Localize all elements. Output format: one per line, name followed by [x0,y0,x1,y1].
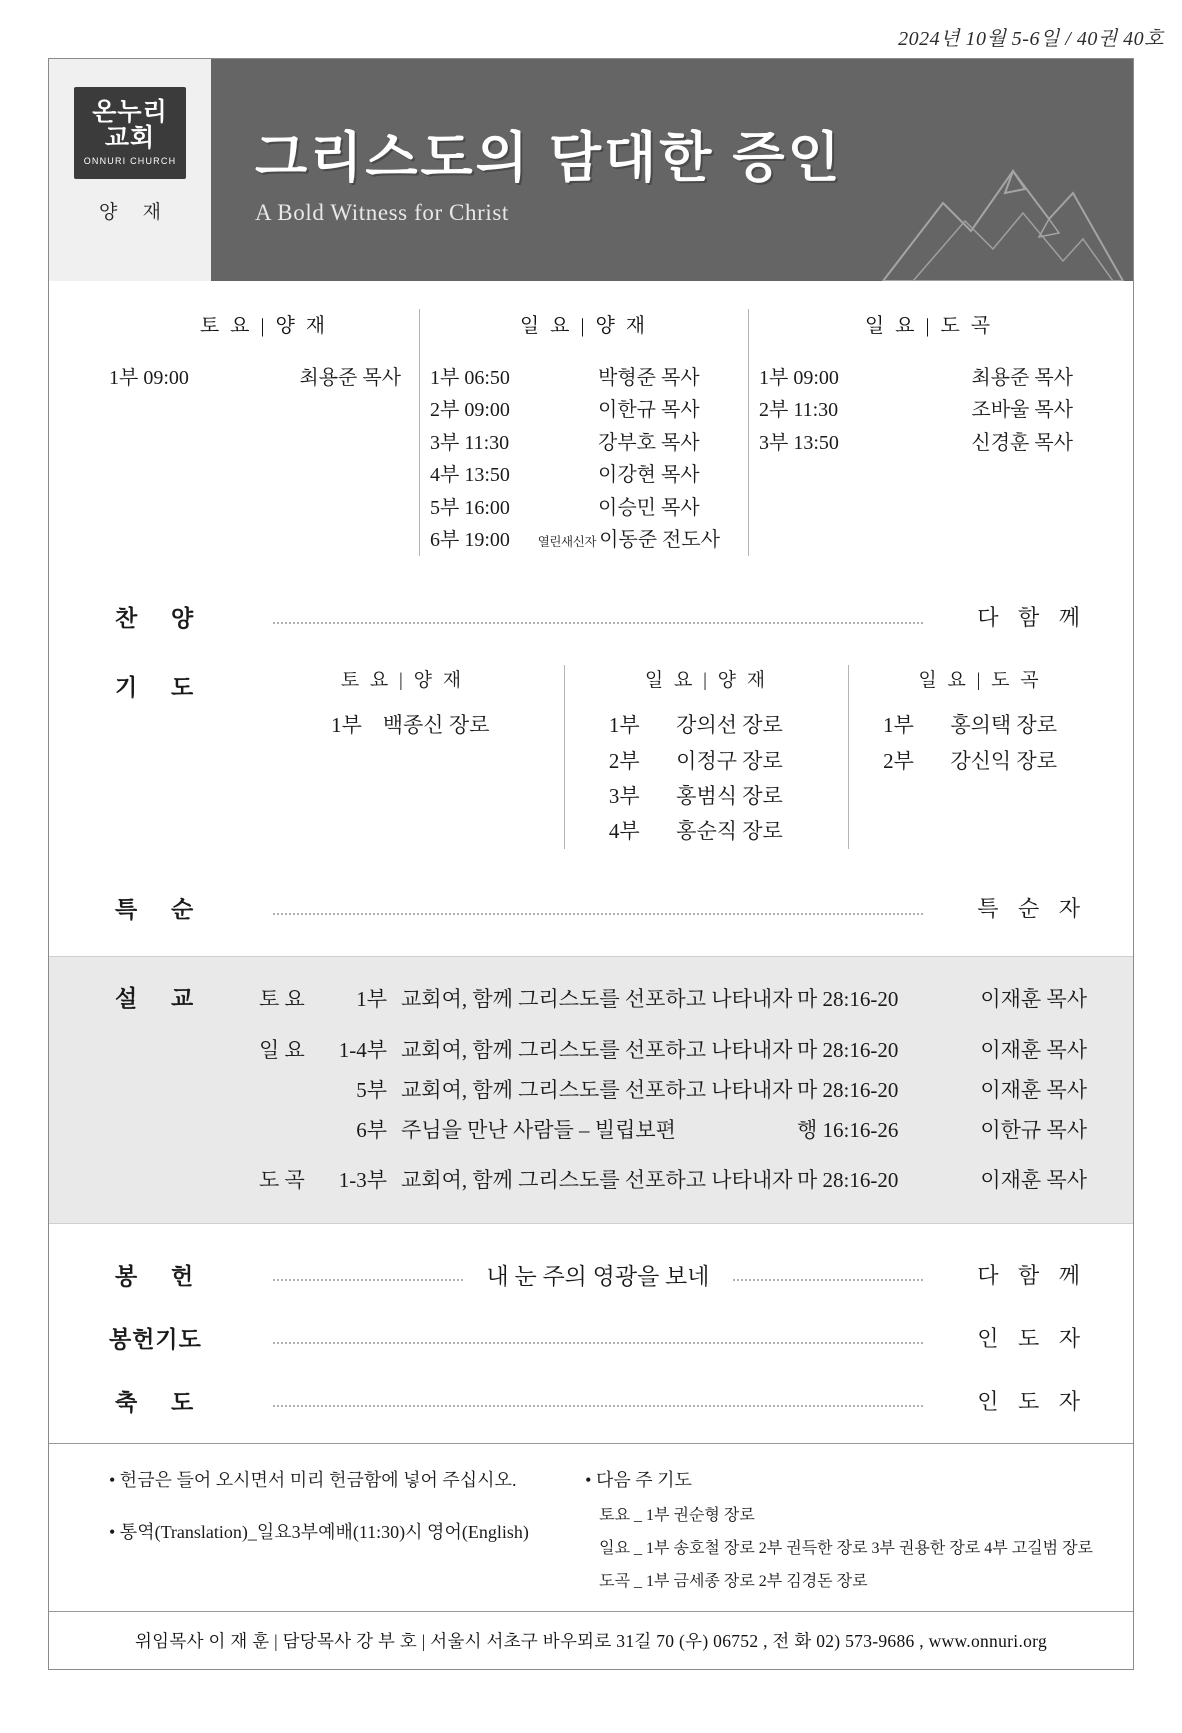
sermon-verse: 마 28:16-20 [797,987,899,1012]
title-band [211,59,1133,281]
service-part: 6부 19:00 [430,528,510,551]
dotted-leader [273,1393,923,1407]
prayer-part: 2부 [883,748,914,773]
sermon-part: 1부 [356,987,387,1012]
service-column-head: 일 요 | 양 재 [519,315,649,337]
praise-role: 다 함 께 [977,605,1087,631]
service-part: 3부 11:30 [430,431,510,454]
service-column-head: 일 요 | 도 곡 [864,315,994,337]
service-part: 1부 09:00 [759,367,839,389]
prayer-column-sunday-dogok [849,665,1087,849]
note-item: • 헌금은 들어 오시면서 미리 헌금함에 넣어 주십시오. [109,1469,517,1490]
prayer-part: 1부 [608,713,640,738]
service-preacher-wrapper [535,524,738,556]
service-column-head: 토 요 | 양 재 [199,315,329,337]
service-part: 3부 13:50 [759,431,839,454]
offering-prayer-role: 인 도 자 [977,1325,1087,1351]
offering-hymn: 내 눈 주의 영광을 보네 [486,1263,710,1289]
church-logo-icon [74,87,186,179]
bulletin-title-korean: 그리스도의 담대한 증인 [255,127,843,188]
service-part: 2부 09:00 [430,399,510,422]
notes-right-column [575,1466,1093,1601]
prayer-row [575,744,838,779]
service-part: 2부 11:30 [759,399,839,422]
prayer-part: 3부 [608,783,640,808]
service-part: 4부 13:50 [430,464,510,487]
prayer-part: 1부 [883,713,914,738]
sermon-row [109,1071,1087,1111]
prayer-column-head: 토 요 | 양 재 [340,670,465,692]
service-row [430,492,738,524]
sermon-day: 일 요 [259,1038,305,1063]
sermon-verse: 마 28:16-20 [797,1167,899,1192]
next-week-prayer-head: • 다음 주 기도 [585,1469,692,1490]
offering-row [49,1258,1133,1291]
praise-row [49,600,1133,633]
service-preacher: 이강현 목사 [598,464,700,487]
benediction-row [49,1384,1133,1417]
special-music-role: 특 순 자 [977,896,1087,922]
dotted-leader [273,610,923,624]
spacer [109,1151,1087,1161]
service-times-block [49,281,1133,566]
next-week-prayer-item: 토요 _ 1부 권순형 장로 [599,1506,755,1524]
sermon-row [109,1031,1087,1071]
prayer-row [873,744,1087,779]
service-preacher: 강부호 목사 [598,431,700,454]
sermon-verse: 마 28:16-20 [797,1038,899,1063]
logo-text-english: ONNURI CHURCH [83,156,177,166]
prayer-column-saturday [251,665,564,849]
sermon-title: 교회여, 함께 그리스도를 선포하고 나타내자 [401,1038,793,1063]
sermon-preacher: 이한규 목사 [980,1117,1087,1142]
sermon-row [109,977,1087,1021]
service-preacher: 이승민 목사 [598,496,700,519]
sermon-part: 5부 [356,1077,387,1102]
dotted-leader [273,1267,463,1281]
offering-label: 봉 헌 [115,1263,208,1289]
sermon-verse: 행 16:16-26 [797,1117,899,1142]
prayer-person: 강신익 장로 [950,748,1057,773]
prayer-person: 홍범식 장로 [676,783,783,808]
next-week-prayer-item: 일요 _ 1부 송호철 장로 2부 권득한 장로 3부 권용한 장로 4부 고길범 장로 [599,1539,1093,1557]
dotted-leader [733,1267,923,1281]
sermon-title: 교회여, 함께 그리스도를 선포하고 나타내자 [401,987,793,1012]
prayer-part: 4부 [608,819,640,844]
service-preacher: 최용준 목사 [299,367,401,389]
prayer-row [575,779,838,814]
offering-prayer-label: 봉헌기도 [109,1326,202,1352]
bulletin-body [49,281,1133,1653]
service-row [109,362,419,394]
sermon-day: 토 요 [259,987,305,1012]
service-row [430,427,738,459]
dotted-leader [273,1330,923,1344]
prayer-row [251,708,554,743]
praise-label: 찬 양 [115,606,208,632]
service-row [759,394,1099,426]
notes-left-column [109,1466,575,1601]
service-preacher: 박형준 목사 [598,367,700,389]
service-column-sunday-dogok [749,309,1109,556]
service-row [430,524,738,556]
prayer-person: 홍순직 장로 [676,819,783,844]
prayer-column-head: 일 요 | 양 재 [644,670,769,692]
sermon-verse: 마 28:16-20 [797,1077,899,1102]
service-part: 1부 09:00 [109,367,189,389]
sermon-part: 1-4부 [338,1038,387,1063]
benediction-label: 축 도 [115,1389,208,1415]
special-music-row [49,891,1133,924]
prayer-block [49,659,1133,855]
service-column-saturday [49,309,419,556]
footer-contact: 위임목사 이 재 훈 | 담당목사 강 부 호 | 서울시 서초구 바우뫼로 31길 70 (우) 06752 , 전 화 02) 573-9686 , www.onnuri.org [49,1611,1133,1653]
sermon-block [49,956,1133,1223]
service-part: 5부 16:00 [430,496,510,519]
service-row [430,362,738,394]
prayer-part: 1부 [331,713,362,738]
prayer-person: 백종신 장로 [382,713,490,738]
sermon-title: 주님을 만난 사람들 – 빌립보편 [401,1117,676,1142]
logo-text-line2: 교회 [104,124,156,152]
service-preacher: 신경훈 목사 [971,431,1073,454]
prayer-person: 홍의택 장로 [950,713,1057,738]
service-preacher: 조바울 목사 [971,399,1073,422]
prayer-label: 기 도 [115,675,208,701]
notes-block [49,1443,1133,1611]
service-tag: 열린새신자 [537,534,597,549]
offering-role: 다 함 께 [977,1262,1087,1288]
service-row [759,427,1099,459]
sermon-preacher: 이재훈 목사 [980,1077,1087,1102]
prayer-column-sunday-yangjae [564,665,849,849]
spacer [109,1021,1087,1031]
prayer-person: 이정구 장로 [676,748,783,773]
offering-prayer-row [49,1321,1133,1354]
sermon-label: 설 교 [115,986,208,1012]
service-row [430,394,738,426]
church-logo-block [49,59,211,281]
note-item: • 통역(Translation)_일요3부예배(11:30)시 영어(English) [109,1521,529,1542]
prayer-part: 2부 [608,748,640,773]
next-week-prayer-item: 도곡 _ 1부 금세종 장로 2부 김경돈 장로 [599,1572,868,1590]
sermon-row [109,1161,1087,1201]
branch-name: 양 재 [99,202,171,223]
service-preacher: 이한규 목사 [598,399,700,422]
sermon-part: 6부 [356,1117,387,1142]
issue-date: 2024년 10월 5-6일 / 40권 40호 [898,28,1164,50]
service-row [759,362,1099,394]
sermon-preacher: 이재훈 목사 [980,987,1087,1012]
prayer-person: 강의선 장로 [676,713,783,738]
service-column-sunday-yangjae [419,309,749,556]
prayer-row [575,814,838,849]
service-row [430,459,738,491]
logo-text-line1: 온누리 [92,98,168,126]
sermon-preacher: 이재훈 목사 [980,1038,1087,1063]
sermon-title: 교회여, 함께 그리스도를 선포하고 나타내자 [401,1167,793,1192]
bulletin-title-english: A Bold Witness for Christ [255,199,509,225]
prayer-row [575,708,838,743]
sermon-row [109,1111,1087,1151]
prayer-row [873,708,1087,743]
sermon-part: 1-3부 [338,1167,387,1192]
sermon-day: 도 곡 [259,1167,305,1192]
prayer-column-head: 일 요 | 도 곡 [918,670,1042,692]
bulletin-frame [48,58,1134,1670]
benediction-role: 인 도 자 [977,1388,1087,1414]
service-preacher: 최용준 목사 [971,367,1073,389]
service-preacher: 이동준 전도사 [599,528,720,551]
header-band [49,59,1133,281]
special-music-label: 특 순 [115,897,208,923]
sermon-title: 교회여, 함께 그리스도를 선포하고 나타내자 [401,1077,793,1102]
sermon-preacher: 이재훈 목사 [980,1167,1087,1192]
service-part: 1부 06:50 [430,367,510,389]
mountain-illustration-icon [873,141,1133,281]
dotted-leader [273,901,923,915]
